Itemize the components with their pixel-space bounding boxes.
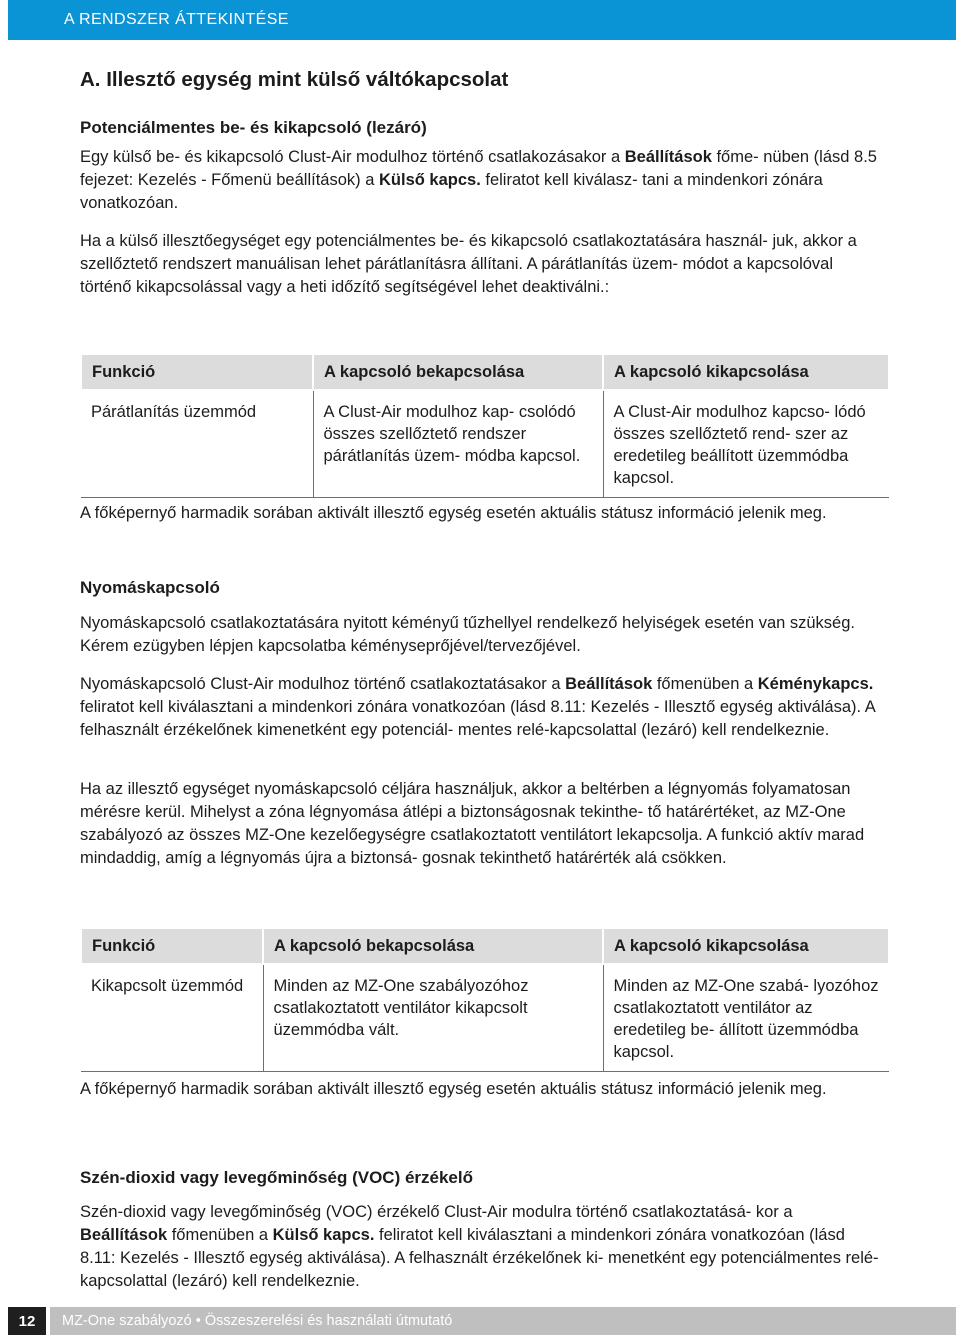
- status-note-1: A főképernyő harmadik sorában aktivált illesztő egység esetén aktuális státusz információ jelenik meg.: [80, 504, 827, 522]
- table-cell-on: Minden az MZ-One szabályozóhoz csatlakoztatott ventilátor kikapcsolt üzemmódba vált.: [263, 964, 603, 1072]
- table-header-switch-off: A kapcsoló kikapcsolása: [603, 929, 889, 964]
- table-cell-function: Kikapcsolt üzemmód: [91, 977, 244, 995]
- footer-title: MZ-One szabályozó • Összeszerelési és használati útmutató: [62, 1313, 453, 1329]
- page-number: 12: [8, 1307, 46, 1335]
- table-cell-off: Minden az MZ-One szabá- lyozóhoz csatlakoztatott ventilátor az eredetileg be- állított üzemmódba kapcsol.: [603, 964, 889, 1072]
- heading-co2-voc-sensor: Szén-dioxid vagy levegőminőség (VOC) érzékelő: [80, 1168, 473, 1187]
- paragraph-pressure-switch-setup: Nyomáskapcsoló Clust-Air modulhoz történő csatlakoztatásakor a Beállítások főmenüben a Kéménykapcs. feliratot kell kiválasztani a mindenkori zónára vonatkozóan (lásd 8.11: Kezelés - Illesztő egység aktiválása). A felhasznált érzékelőnek kimenetként egy potenciál- mentes relé-kapcsolattal (lezáró) kell rendelkeznie.: [80, 675, 875, 739]
- paragraph-co2-voc-sensor: Szén-dioxid vagy levegőminőség (VOC) érzékelő Clust-Air modulra történő csatlakoztatásá- kor a Beállítások főmenüben a Külső kapcs. feliratot kell kiválasztani a mindenkori zónára vonatkozóan (lásd 8.11: Kezelés - Illesztő egység aktiválása). A felhasznált érzékelőnek ki- menetként egy potenciálmentes relé-kapcsolattal (lezáró) kell rendelkeznie.: [80, 1203, 879, 1290]
- paragraph-external-switch: Egy külső be- és kikapcsoló Clust-Air modulhoz történő csatlakozásakor a Beállítások főme- nüben (lásd 8.5 fejezet: Kezelés - Főmenü beállítások) a Külső kapcs. feliratot kell kiválasz- tani a mindenkori zónára vonatkozóan.: [80, 148, 877, 212]
- footer-bar: [50, 1307, 956, 1335]
- table-cell-off: A Clust-Air modulhoz kapcso- lódó összes szellőztető rend- szer az eredetileg beállított üzemmódba kapcsol.: [603, 390, 889, 498]
- paragraph-dehumidify: Ha a külső illesztőegységet egy potenciálmentes be- és kikapcsoló csatlakoztatására használ- juk, akkor a szellőztető rendszert manuálisan lehet párátlanításra állítani. A párátlanítás üzem- módot a kapcsolóval történő kikapcsolással vagy a heti időzítő segítségével lehet deaktiválni.:: [80, 232, 857, 296]
- function-table-shutdown: [80, 929, 890, 1072]
- table-cell-on: A Clust-Air modulhoz kap- csolódó összes szellőztető rendszer párátlanítás üzem- módba kapcsol.: [313, 390, 603, 498]
- section-header-bar: [8, 0, 956, 40]
- section-header-text: A RENDSZER ÁTTEKINTÉSE: [64, 11, 289, 28]
- heading-potential-free-switch: Potenciálmentes be- és kikapcsoló (lezáró): [80, 118, 427, 137]
- paragraph-pressure-switch-need: Nyomáskapcsoló csatlakoztatására nyitott kéményű tűzhellyel rendelkező helyiségek esetén van szükség. Kérem ezügyben lépjen kapcsolatba kéményseprőjével/tervezőjével.: [80, 614, 855, 655]
- paragraph-pressure-switch-behavior: Ha az illesztő egységet nyomáskapcsoló céljára használjuk, akkor a beltérben a légnyomás folyamatosan mérésre kerül. Mihelyst a zóna légnyomása átlépi a biztonságosnak tekinthe- tő határértéket, az MZ-One szabályozó az összes MZ-One kezelőegységre csatlakoztatott ventilátort lekapcsolja. A funkció aktív marad mindaddig, amíg a légnyomás újra a biztonsá- gosnak tekinthető határérték alá csökken.: [80, 780, 865, 867]
- table-row: [81, 390, 889, 498]
- table-header-switch-on: A kapcsoló bekapcsolása: [263, 929, 603, 964]
- table-header-switch-on: A kapcsoló bekapcsolása: [313, 355, 603, 390]
- table-header-function: Funkció: [81, 355, 313, 390]
- function-table-dehumidify: [80, 355, 890, 498]
- heading-pressure-switch: Nyomáskapcsoló: [80, 578, 220, 597]
- table-row: [81, 964, 889, 1072]
- status-note-2: A főképernyő harmadik sorában aktivált illesztő egység esetén aktuális státusz információ jelenik meg.: [80, 1080, 827, 1098]
- table-cell-function: Párátlanítás üzemmód: [91, 403, 257, 421]
- table-header-function: Funkció: [81, 929, 263, 964]
- table-header-switch-off: A kapcsoló kikapcsolása: [603, 355, 889, 390]
- page-title: A. Illesztő egység mint külső váltókapcsolat: [80, 68, 509, 91]
